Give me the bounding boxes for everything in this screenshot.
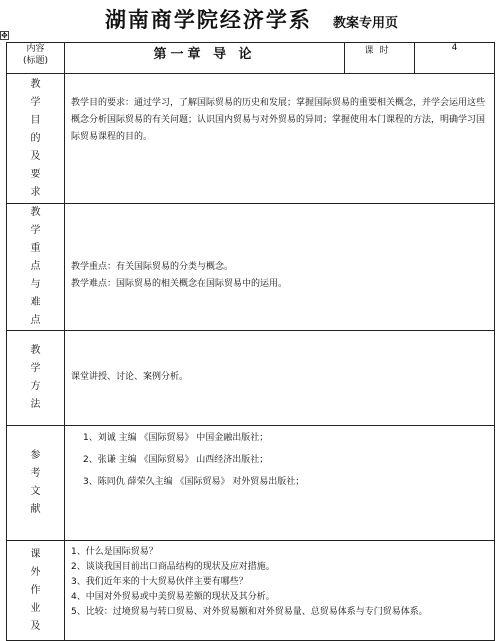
hours-value-cell	[415, 43, 495, 74]
homework-label: 课外作业及	[30, 548, 41, 632]
hours-label-cell	[345, 43, 415, 74]
hours-label: 课时	[364, 46, 395, 56]
teaching-focus: 教学重点：有关国际贸易的分类与概念。	[71, 262, 234, 272]
objectives-text: 教学目的要求：通过学习，了解国际贸易的历史和发展；掌握国际贸易的重要相关概念，并学会运用这些概念分析国际贸易的有关问题；认识国内贸易与对外贸易的异同；掌握使用本门课程的方法，明确学习国际贸易课程的目的。	[71, 98, 486, 142]
table-move-handle-icon[interactable]: ✥	[1, 31, 8, 40]
homework-row	[7, 541, 495, 641]
reference-item: 1、刘诚 主编 《国际贸易》 中国金融出版社；	[83, 433, 269, 443]
methods-label-cell	[7, 331, 65, 426]
chapter-title: 第一章 导 论	[153, 47, 256, 62]
homework-item: 2、谈谈我国目前出口商品结构的现状及应对措施。	[71, 562, 275, 572]
objectives-row	[7, 74, 495, 204]
lesson-plan-table	[6, 42, 495, 641]
homework-content	[65, 541, 495, 641]
reference-item: 3、陈同仇 薛荣久主编 《国际贸易》 对外贸易出版社；	[83, 477, 305, 487]
header-row	[7, 43, 495, 74]
references-row	[7, 426, 495, 541]
page-title	[0, 4, 503, 34]
methods-content	[65, 331, 495, 426]
homework-item: 4、中国对外贸易或中美贸易差额的现状及其分析。	[71, 592, 275, 602]
keypoints-label-cell	[7, 204, 65, 331]
references-label-cell	[7, 426, 65, 541]
hours-value: 4	[451, 43, 458, 53]
homework-item: 3、我们近年来的十大贸易伙伴主要有哪些？	[71, 577, 248, 587]
methods-label: 教学方法	[30, 345, 41, 410]
references-content	[65, 426, 495, 541]
chapter-title-cell	[65, 43, 345, 74]
homework-item: 1、什么是国际贸易？	[71, 547, 158, 557]
reference-item: 2、张谦 主编 《国际贸易》 山西经济出版社；	[83, 455, 269, 465]
objectives-label: 教学目的及要求	[30, 78, 41, 198]
homework-label-cell	[7, 541, 65, 641]
keypoints-label: 教学重点与难点	[30, 207, 41, 326]
homework-item: 5、比较：过境贸易与转口贸易、对外贸易额和对外贸易量、总贸易体系与专门贸易体系。	[71, 607, 428, 617]
department-title: 湖南商学院经济学系	[104, 7, 312, 32]
objectives-content	[65, 74, 495, 204]
teaching-difficulty: 教学难点：国际贸易的相关概念在国际贸易中的运用。	[71, 279, 288, 289]
content-label-cell	[7, 43, 65, 74]
page-subtitle: 教案专用页	[333, 16, 399, 31]
content-label: 内容 (标题)	[22, 44, 49, 66]
methods-text: 课堂讲授、讨论、案例分析。	[71, 372, 189, 382]
objectives-label-cell	[7, 74, 65, 204]
keypoints-content	[65, 204, 495, 331]
methods-row	[7, 331, 495, 426]
references-label: 参考文献	[30, 450, 41, 515]
keypoints-row	[7, 204, 495, 331]
